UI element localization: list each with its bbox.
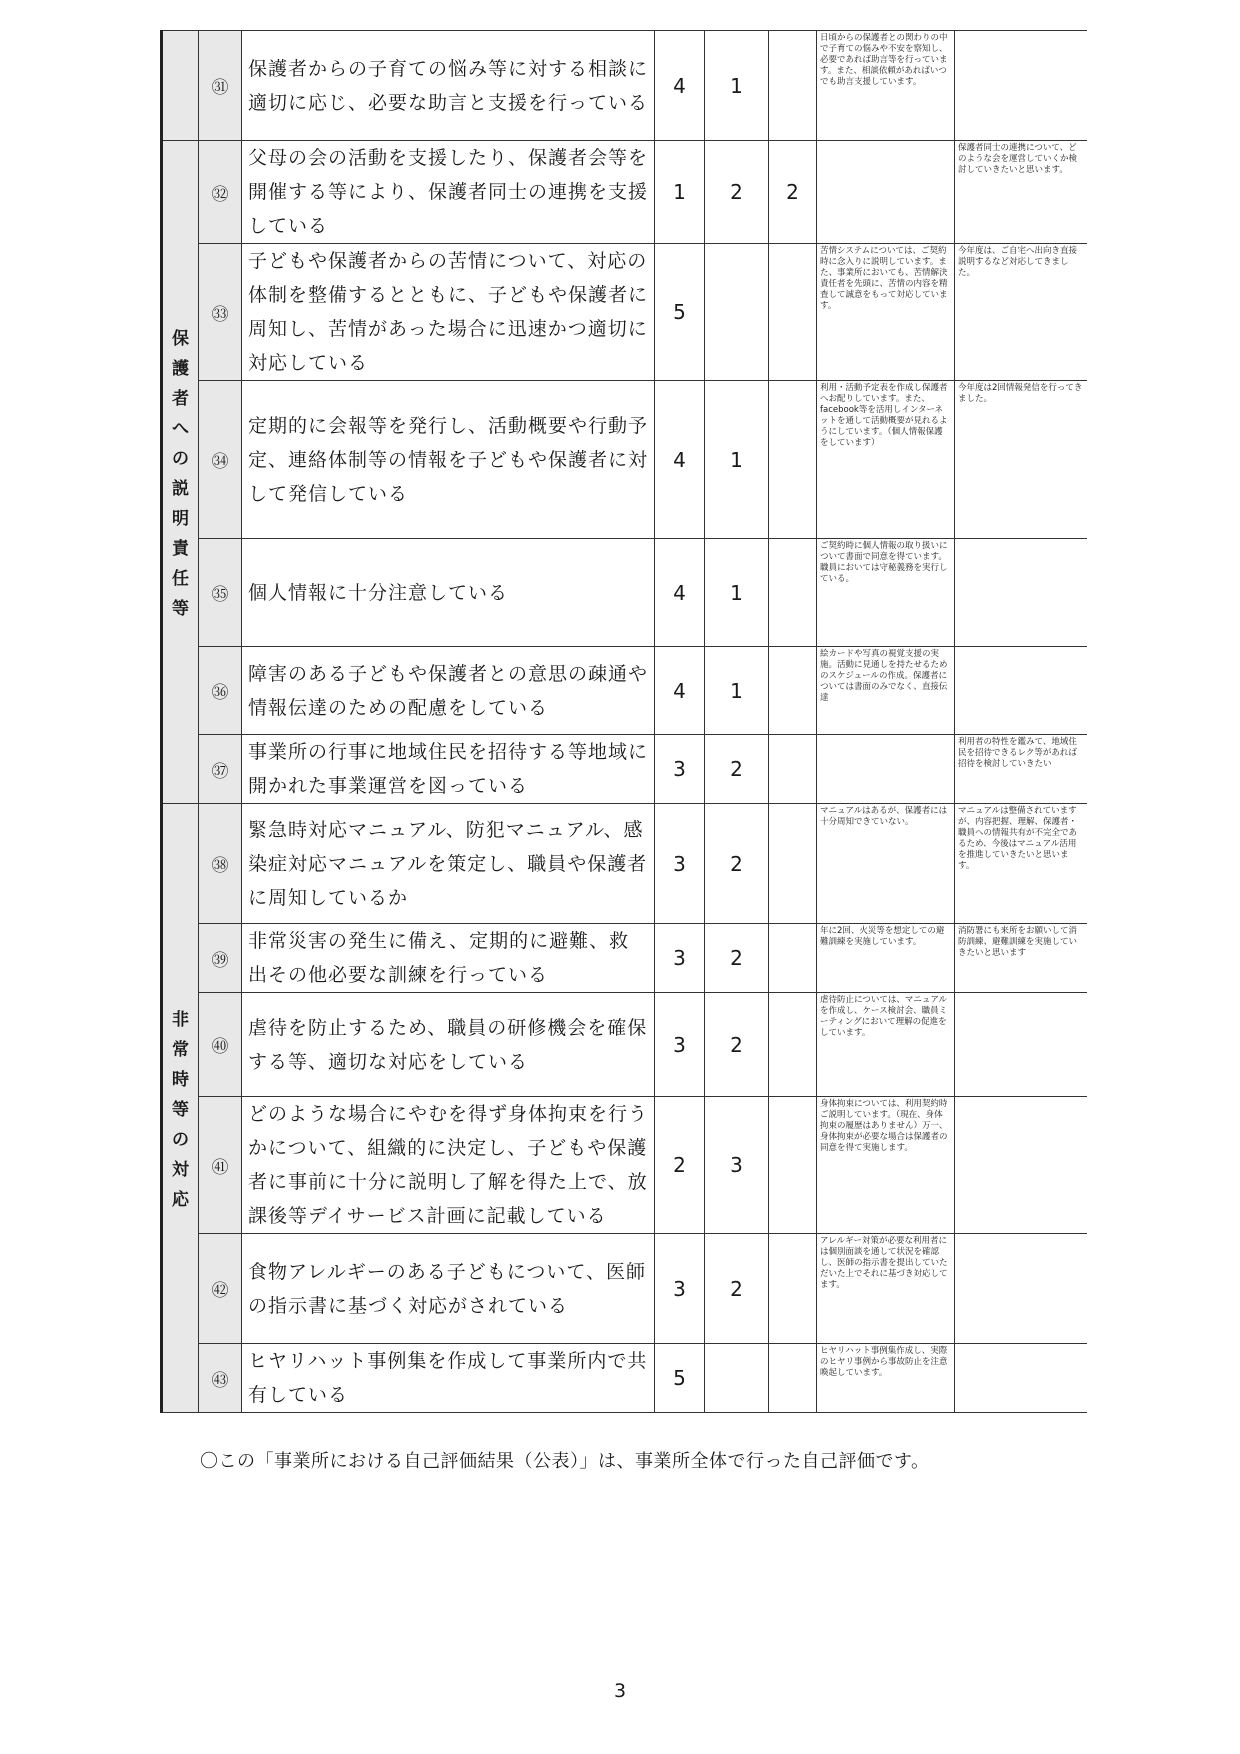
count-partial: 3 xyxy=(705,1097,769,1234)
count-no xyxy=(769,993,817,1097)
future-plan-note xyxy=(955,1234,1087,1344)
count-partial: 2 xyxy=(705,735,769,804)
count-partial: 1 xyxy=(705,539,769,647)
category-char: の xyxy=(172,449,189,469)
count-no xyxy=(769,924,817,993)
item-text: どのような場合にやむを得ず身体拘束を行うかについて、組織的に決定し、子どもや保護者に事前に十分に説明し了解を得た上で、放課後等デイサービス計画に記載している xyxy=(242,1097,655,1234)
category-hogosha xyxy=(162,141,199,804)
category-hijouji xyxy=(162,804,199,1413)
count-no xyxy=(769,539,817,647)
count-yes: 3 xyxy=(655,804,705,924)
item-text: ヒヤリハット事例集を作成して事業所内で共有している xyxy=(242,1344,655,1413)
count-partial xyxy=(705,244,769,381)
item-number: ㊵ xyxy=(199,993,242,1097)
future-plan-note xyxy=(955,31,1087,141)
item-number: ㊶ xyxy=(199,1097,242,1234)
table-row xyxy=(162,804,1087,924)
item-number: ㉜ xyxy=(199,141,242,244)
improvement-note: アレルギー対策が必要な利用者には個別面談を通して状況を確認し、医師の指示書を提出していただいた上でそれに基づき対応してます。 xyxy=(817,1234,955,1344)
item-number: ㊸ xyxy=(199,1344,242,1413)
improvement-note: 身体拘束については、利用契約時ご説明しています。（現在、身体拘束の履歴はありません）万一、身体拘束が必要な場合は保護者の同意を得て実施します。 xyxy=(817,1097,955,1234)
improvement-note: 利用・活動予定表を作成し保護者へお配りしています。また、facebook等を活用しインターネットを通して活動概要が見れるようにしています。（個人情報保護をしています） xyxy=(817,381,955,539)
improvement-note: ご契約時に個人情報の取り扱いについて書面で同意を得ています。職員においては守秘義務を実行している。 xyxy=(817,539,955,647)
count-yes: 2 xyxy=(655,1097,705,1234)
item-text: 緊急時対応マニュアル、防犯マニュアル、感染症対応マニュアルを策定し、職員や保護者に周知しているか xyxy=(242,804,655,924)
category-char: 等 xyxy=(172,599,189,619)
item-number: ㉞ xyxy=(199,381,242,539)
category-char: 非 xyxy=(172,1010,189,1030)
improvement-note xyxy=(817,141,955,244)
future-plan-note xyxy=(955,993,1087,1097)
category-char: 時 xyxy=(172,1070,189,1090)
count-no: 2 xyxy=(769,141,817,244)
evaluation-table xyxy=(160,30,1087,1413)
item-number: ㉝ xyxy=(199,244,242,381)
count-no xyxy=(769,244,817,381)
category-char: 保 xyxy=(172,329,189,349)
improvement-note: ヒヤリハット事例集作成し、実際のヒヤリ事例から事故防止を注意喚起しています。 xyxy=(817,1344,955,1413)
item-text: 虐待を防止するため、職員の研修機会を確保する等、適切な対応をしている xyxy=(242,993,655,1097)
page-number: 3 xyxy=(613,1680,627,1702)
count-yes: 5 xyxy=(655,1344,705,1413)
count-no xyxy=(769,1097,817,1234)
item-number: ㊳ xyxy=(199,804,242,924)
category-char: 護 xyxy=(172,359,189,379)
item-number: ㊴ xyxy=(199,924,242,993)
item-text: 保護者からの子育ての悩み等に対する相談に適切に応じ、必要な助言と支援を行っている xyxy=(242,31,655,141)
future-plan-note: 利用者の特性を鑑みて、地域住民を招待できるレク等があれば招待を検討していきたい xyxy=(955,735,1087,804)
category-previous xyxy=(162,31,199,141)
future-plan-note: マニュアルは整備されていますが、内容把握、理解、保護者・職員への情報共有が不完全であるため、今後はマニュアル活用を推進していきたいと思います。 xyxy=(955,804,1087,924)
improvement-note: 日頃からの保護者との関わりの中で子育ての悩みや不安を察知し、必要であれば助言等を行っています。また、相談依頼があればいつでも助言支援しています。 xyxy=(817,31,955,141)
count-yes: 4 xyxy=(655,539,705,647)
category-char: 対 xyxy=(172,1160,189,1180)
category-char: 明 xyxy=(172,509,189,529)
item-text: 食物アレルギーのある子どもについて、医師の指示書に基づく対応がされている xyxy=(242,1234,655,1344)
item-number: ㊲ xyxy=(199,735,242,804)
category-char: 常 xyxy=(172,1040,189,1060)
table-row xyxy=(162,244,1087,381)
future-plan-note: 保護者同士の連携について、どのような会を運営していくか検討していきたいと思います。 xyxy=(955,141,1087,244)
count-no xyxy=(769,804,817,924)
count-partial: 2 xyxy=(705,804,769,924)
item-text: 定期的に会報等を発行し、活動概要や行動予定、連絡体制等の情報を子どもや保護者に対して発信している xyxy=(242,381,655,539)
table-row xyxy=(162,539,1087,647)
count-no xyxy=(769,1344,817,1413)
improvement-note: 苦情システムについては、ご契約時に念入りに説明しています。また、事業所においても、苦情解決責任者を先頭に、苦情の内容を精査して誠意をもって対応しています。 xyxy=(817,244,955,381)
table-row xyxy=(162,647,1087,735)
item-text: 父母の会の活動を支援したり、保護者会等を開催する等により、保護者同士の連携を支援している xyxy=(242,141,655,244)
footnote: 〇この「事業所における自己評価結果（公表）」は、事業所全体で行った自己評価です。 xyxy=(200,1451,930,1472)
table-row xyxy=(162,993,1087,1097)
table-row xyxy=(162,141,1087,244)
item-text: 個人情報に十分注意している xyxy=(242,539,655,647)
item-number: ㉛ xyxy=(199,31,242,141)
category-char: 任 xyxy=(172,569,189,589)
table-row xyxy=(162,31,1087,141)
item-number: ㊱ xyxy=(199,647,242,735)
future-plan-note xyxy=(955,647,1087,735)
table-row xyxy=(162,1097,1087,1234)
future-plan-note xyxy=(955,1097,1087,1234)
item-text: 非常災害の発生に備え、定期的に避難、救出その他必要な訓練を行っている xyxy=(242,924,655,993)
count-partial: 2 xyxy=(705,924,769,993)
count-yes: 3 xyxy=(655,735,705,804)
count-yes: 1 xyxy=(655,141,705,244)
count-yes: 4 xyxy=(655,31,705,141)
item-text: 子どもや保護者からの苦情について、対応の体制を整備するとともに、子どもや保護者に周知し、苦情があった場合に迅速かつ適切に対応している xyxy=(242,244,655,381)
category-char: へ xyxy=(172,419,189,439)
count-yes: 5 xyxy=(655,244,705,381)
count-no xyxy=(769,1234,817,1344)
future-plan-note: 今年度は2回情報発信を行ってきました。 xyxy=(955,381,1087,539)
count-partial: 2 xyxy=(705,993,769,1097)
item-number: ㉟ xyxy=(199,539,242,647)
future-plan-note xyxy=(955,1344,1087,1413)
improvement-note: 絵カードや写真の視覚支援の実施。活動に見通しを持たせるためのスケジュールの作成。保護者については書面のみでなく、直接伝達 xyxy=(817,647,955,735)
count-partial: 2 xyxy=(705,1234,769,1344)
count-no xyxy=(769,31,817,141)
improvement-note: 年に2回、火災等を想定しての避難訓練を実施しています。 xyxy=(817,924,955,993)
category-char: の xyxy=(172,1130,189,1150)
count-partial: 1 xyxy=(705,647,769,735)
count-yes: 3 xyxy=(655,993,705,1097)
item-number: ㊷ xyxy=(199,1234,242,1344)
count-no xyxy=(769,647,817,735)
count-yes: 4 xyxy=(655,381,705,539)
improvement-note: 虐待防止については、マニュアルを作成し、ケース検討会、職員ミーティングにおいて理解の促進をしています。 xyxy=(817,993,955,1097)
item-text: 事業所の行事に地域住民を招待する等地域に開かれた事業運営を図っている xyxy=(242,735,655,804)
category-char: 等 xyxy=(172,1100,189,1120)
category-char: 者 xyxy=(172,389,189,409)
improvement-note xyxy=(817,735,955,804)
table-row xyxy=(162,381,1087,539)
table-row xyxy=(162,1344,1087,1413)
count-yes: 3 xyxy=(655,924,705,993)
count-partial: 2 xyxy=(705,141,769,244)
count-partial xyxy=(705,1344,769,1413)
count-partial: 1 xyxy=(705,31,769,141)
item-text: 障害のある子どもや保護者との意思の疎通や情報伝達のための配慮をしている xyxy=(242,647,655,735)
count-no xyxy=(769,735,817,804)
category-char: 説 xyxy=(172,479,189,499)
evaluation-table-body xyxy=(162,31,1087,1413)
table-row xyxy=(162,1234,1087,1344)
table-row xyxy=(162,735,1087,804)
future-plan-note: 消防署にも来所をお願いして消防訓練、避難訓練を実施していきたいと思います xyxy=(955,924,1087,993)
future-plan-note xyxy=(955,539,1087,647)
count-partial: 1 xyxy=(705,381,769,539)
improvement-note: マニュアルはあるが、保護者には十分周知できていない。 xyxy=(817,804,955,924)
count-yes: 4 xyxy=(655,647,705,735)
category-char: 応 xyxy=(172,1190,189,1210)
count-yes: 3 xyxy=(655,1234,705,1344)
table-row xyxy=(162,924,1087,993)
category-char: 責 xyxy=(172,539,189,559)
count-no xyxy=(769,381,817,539)
future-plan-note: 今年度は、ご自宅へ出向き直接説明するなど対応してきました。 xyxy=(955,244,1087,381)
